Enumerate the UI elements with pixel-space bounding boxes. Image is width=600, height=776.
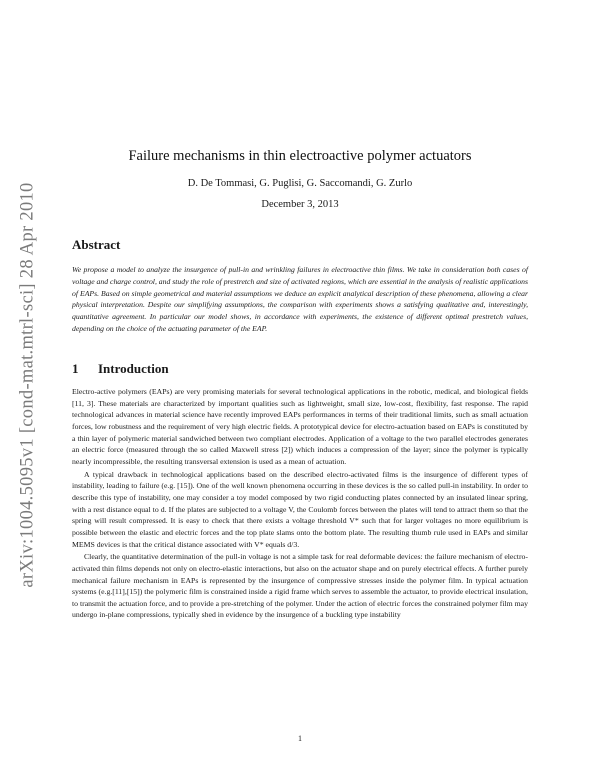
body-paragraph-3: Clearly, the quantitative determination of the pull-in voltage is not a simple task for real deformable devices: the failure mechanism of electro-activated thin films depends not only on electro-elastic interactions, but also on the actuator shape and on purely electrical effects. A further purely mechanical failure mechanism in EAPs is represented by the insurgence of compressive stresses inside the polymer film. In typical actuation systems (e.g.[11],[15]) the polymeric film is constrained inside a rigid frame which serves to assemble the actuator, to provide electrical insulation, to transmit the actuation force, and to provide a pre-stretching of the polymer. Under the action of electric forces the constrained polymer film may undergo in-plane compressions, typically shed in evidence by the insurgence of a buckling type instability bbox=[72, 552, 528, 620]
body-paragraph-2: A typical drawback in technological applications based on the described electro-activated films is the insurgence of different types of instability, leading to failure (e.g. [15]). One of the well known phenomena occurring in these devices is the so called pull-in instability. In order to describe this type of instability, one may consider a toy model composed by two rigid conducting plates connected by an insulated linear spring, with a rest distance equal to d. If the plates are subjected to a voltage V, the Coulomb forces between the plates will tend to attract them so that the spring will result compressed. It is easy to check that there exists a voltage threshold V* such that for larger voltages no more equilibrium is possible between the elastic and electric forces and the top plate slams onto the bottom plate. The resulting thumb rule used in EAPs and similar MEMS devices is that the critical distance associated with V* equals d/3. bbox=[72, 469, 528, 549]
page-number: 1 bbox=[298, 734, 302, 743]
paper-authors: D. De Tommasi, G. Puglisi, G. Saccomandi, G. Zurlo bbox=[187, 178, 413, 189]
section-body bbox=[72, 386, 528, 621]
body-paragraph-1: Electro-active polymers (EAPs) are very promising materials for several technological applications in the robotic, medical, and biological fields [11, 3]. These materials are characterized by important qualities such as lightweight, small size, low-cost, flexibility, fast response. The rapid technological advances in material science have recently improved EAPs performances in terms of their traditional limits, such as small actuation forces, low robustness and the requirement of very high electric fields. A prototypical device for electro-actuation based on EAPs is constituted by a thin layer of polymeric material sandwiched between two compliant electrodes. Application of a voltage to the two parallel electrodes generates an electric force (measured through the so called Maxwell stress [2]) which induces a compression of the layer; since the polymer is typically nearly incompressible, the resulting transversal extension is used as a mean of actuation. bbox=[72, 387, 528, 466]
paper-date: December 3, 2013 bbox=[261, 199, 339, 210]
arxiv-identifier-stamp bbox=[14, 150, 42, 620]
section-title: Introduction bbox=[98, 361, 169, 376]
abstract-text: We propose a model to analyze the insurgence of pull-in and wrinkling failures in electroactive thin films. We take in consideration both cases of voltage and charge control, and study the role of prestretch and size of activated regions, which are essential in the analysis of realistic applications of EAPs. Based on simple geometrical and material assumptions we deduce an explicit analytical description of these phenomena, allowing a clear physical interpretation. Despite our simplifying assumptions, the comparison with experiments shows a satisfying qualitative and, interestingly, quantitative agreement. In particular our model shows, in accordance with experiments, the existence of different optimal prestretch values, depending on the choice of the actuating parameter of the EAP. bbox=[72, 265, 528, 333]
arxiv-id-text: arXiv:1004.5095v1 [cond-mat.mtrl-sci] 28 Apr 2010 bbox=[17, 182, 38, 588]
abstract-heading: Abstract bbox=[72, 237, 121, 252]
section-number: 1 bbox=[72, 361, 79, 376]
paper-title: Failure mechanisms in thin electroactive polymer actuators bbox=[128, 148, 472, 164]
section-heading bbox=[72, 361, 169, 377]
